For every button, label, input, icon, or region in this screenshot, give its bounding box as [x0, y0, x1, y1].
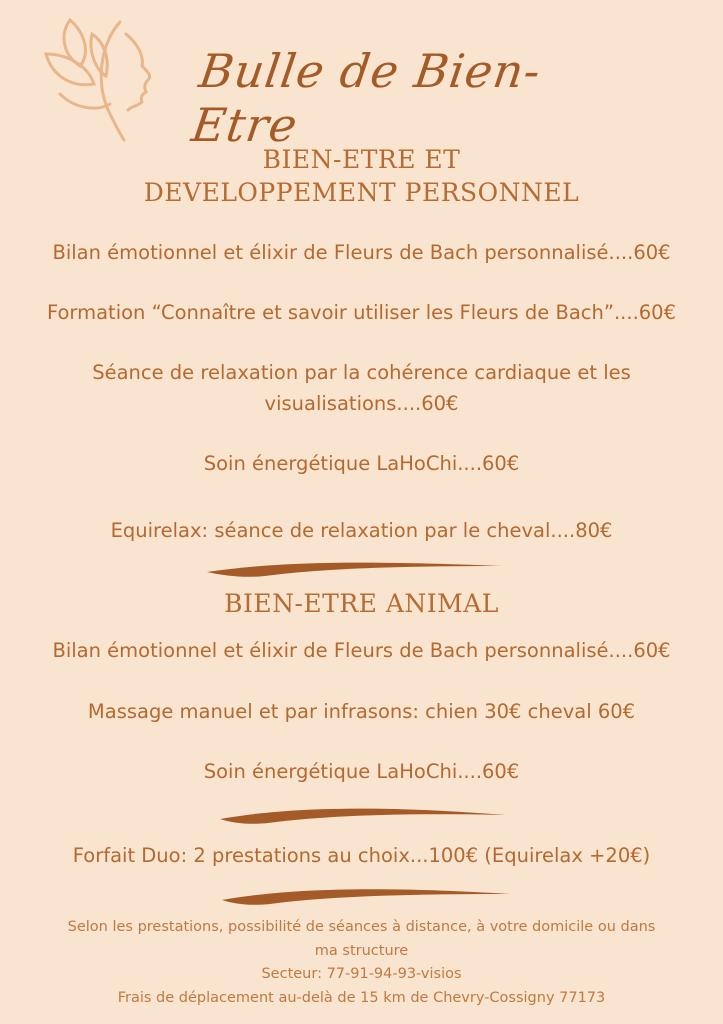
- section2-title: BIEN-ETRE ANIMAL: [224, 589, 499, 618]
- footer-travel-fees: Frais de déplacement au-delà de 15 km de Chevry-Cossigny 77173: [117, 990, 606, 1006]
- service-item: Séance de relaxation par la cohérence cardiaque et les: [92, 361, 631, 384]
- service-item: Equirelax: séance de relaxation par le cheval....80€: [110, 519, 613, 542]
- divider-swoosh: [220, 884, 512, 906]
- divider-swoosh: [218, 803, 508, 825]
- section1-title-line1: BIEN-ETRE ET: [262, 145, 461, 174]
- service-item: Soin énergétique LaHoChi....60€: [203, 760, 520, 783]
- service-item-continued: visualisations....60€: [264, 392, 459, 415]
- service-item: Bilan émotionnel et élixir de Fleurs de Bach personnalisé....60€: [52, 241, 671, 264]
- section1-title-line2: DEVELOPPEMENT PERSONNEL: [143, 178, 580, 207]
- footer-sector: Secteur: 77-91-94-93-visios: [261, 966, 462, 982]
- footer-line: ma structure: [314, 943, 409, 959]
- brand-name: Bulle de Bien-Etre: [188, 44, 545, 152]
- service-item: Formation “Connaître et savoir utiliser les Fleurs de Bach”....60€: [46, 301, 676, 324]
- woman-face-leaves-icon: [40, 14, 158, 144]
- service-item: Bilan émotionnel et élixir de Fleurs de Bach personnalisé....60€: [52, 639, 671, 662]
- service-item: Soin énergétique LaHoChi....60€: [203, 452, 520, 475]
- footer-line: Selon les prestations, possibilité de séances à distance, à votre domicile ou dans: [67, 919, 656, 935]
- divider-swoosh: [205, 558, 505, 580]
- service-item: Massage manuel et par infrasons: chien 30€ cheval 60€: [87, 700, 636, 723]
- forfait-duo: Forfait Duo: 2 prestations au choix...100€ (Equirelax +20€): [72, 844, 651, 867]
